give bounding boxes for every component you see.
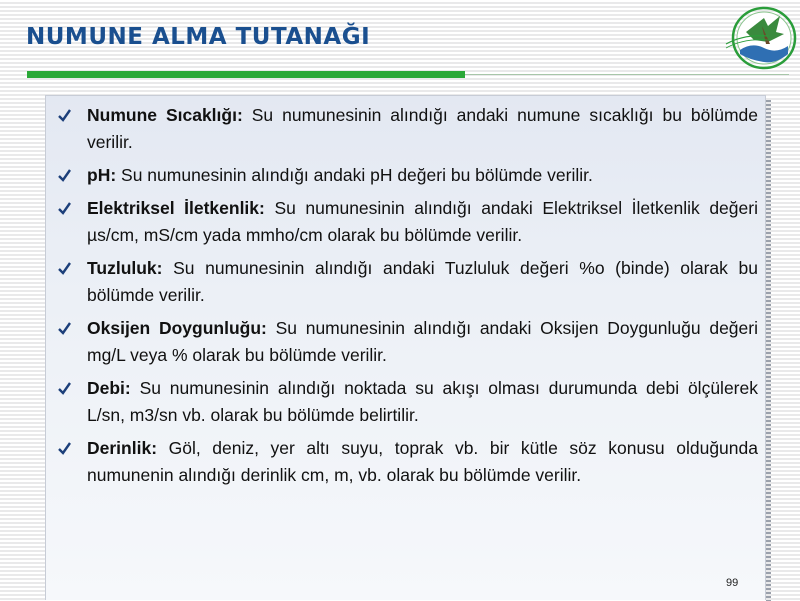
- slide-title: NUMUNE ALMA TUTANAĞI: [26, 24, 371, 50]
- item-text: Su numunesinin alındığı noktada su akışı olması durumunda debi ölçülerek L/sn, m3/sn vb. olarak bu bölümde belirtilir.: [87, 378, 758, 425]
- checkmark-icon: [58, 442, 71, 455]
- content-panel: [45, 95, 766, 600]
- title-underline-accent: [27, 71, 465, 78]
- item-text: Su numunesinin alındığı andaki Oksijen Doygunluğu değeri mg/L veya % olarak bu bölümde verilir.: [87, 318, 758, 365]
- list-item: [58, 195, 758, 249]
- item-term: Derinlik:: [87, 438, 158, 458]
- item-text: Su numunesinin alındığı andaki pH değeri bu bölümde verilir.: [121, 165, 593, 185]
- item-text: Su numunesinin alındığı andaki Elektriksel İletkenlik değeri µs/cm, mS/cm yada mmho/cm olarak bu bölümde verilir.: [87, 198, 758, 245]
- checkmark-icon: [58, 202, 71, 215]
- list-item: [58, 102, 758, 156]
- item-text: Su numunesinin alındığı andaki Tuzluluk değeri %o (binde) olarak bu bölümde verilir.: [87, 258, 758, 305]
- list-item: [58, 162, 758, 189]
- list-item: [58, 315, 758, 369]
- checkmark-icon: [58, 382, 71, 395]
- list-item: [58, 375, 758, 429]
- definition-list: [58, 102, 758, 495]
- checkmark-icon: [58, 169, 71, 182]
- item-term: pH:: [87, 165, 117, 185]
- item-term: Elektriksel İletkenlik:: [87, 198, 265, 218]
- checkmark-icon: [58, 262, 71, 275]
- item-term: Oksijen Doygunluğu:: [87, 318, 267, 338]
- item-text: Göl, deniz, yer altı suyu, toprak vb. bir kütle söz konusu olduğunda numunenin alındığı derinlik cm, m, vb. olarak bu bölümde verilir.: [87, 438, 758, 485]
- list-item: [58, 435, 758, 489]
- item-text: Su numunesinin alındığı andaki numune sıcaklığı bu bölümde verilir.: [87, 105, 759, 152]
- checkmark-icon: [58, 322, 71, 335]
- logo-emblem: [724, 4, 798, 72]
- item-term: Debi:: [87, 378, 131, 398]
- checkmark-icon: [58, 109, 71, 122]
- list-item: [58, 255, 758, 309]
- page-number: 99: [726, 577, 739, 589]
- item-term: Numune Sıcaklığı:: [87, 105, 243, 125]
- item-term: Tuzluluk:: [87, 258, 163, 278]
- title-underline-rule: [465, 74, 789, 75]
